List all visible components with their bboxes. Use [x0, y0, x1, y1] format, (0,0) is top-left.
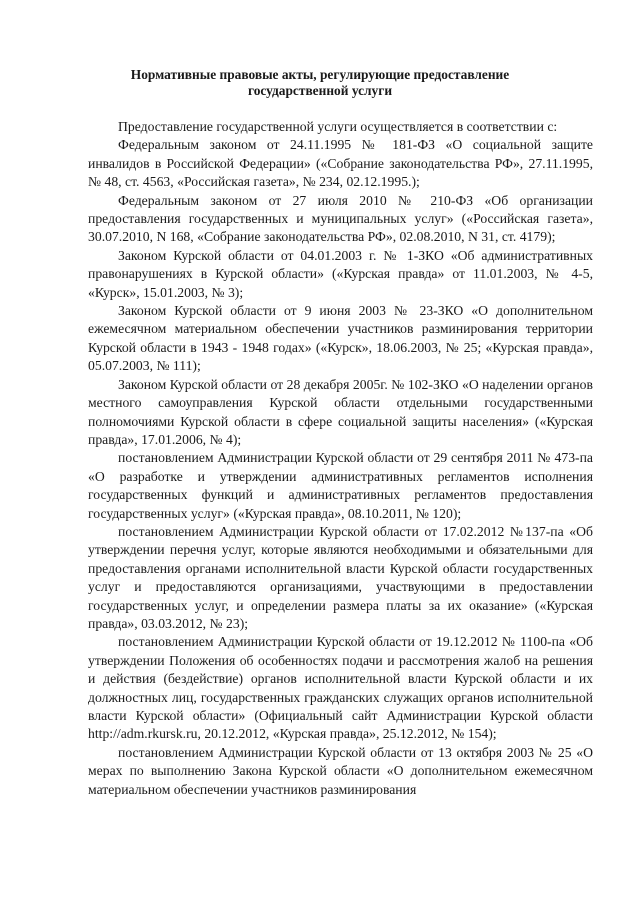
document-title — [0, 67, 640, 99]
title-line-2: государственной услуги — [247, 83, 393, 98]
paragraph-decree-137: постановлением Администрации Курской области от 17.02.2012 №137-па «Об утверждении перечня услуг, которые являются необходимыми и обязательными для предоставления органами исполнительной власти Курской области государственных услуг и предоставляются организациями, участвующими в предоставлении государственных услуг, и определении размера платы за их оказание» («Курская правда», 03.03.2012, № 23); — [88, 523, 593, 631]
paragraph-decree-1100: постановлением Администрации Курской области от 19.12.2012 № 1100-па «Об утверждении Положения об особенностях подачи и рассмотрения жалоб на решения и действия (бездействие) органов исполнительной власти Курской области и их должностных лиц, государственных гражданских служащих органов исполнительной власти Курской области» (Официальный сайт Администрации Курской области http://adm.rkursk.ru, 20.12.2012, «Курская правда», 25.12.2012, № 154); — [88, 634, 593, 742]
paragraph-law-181: Федеральным законом от 24.11.1995 № 181-ФЗ «О социальной защите инвалидов в Российской Федерации» («Собрание законодательства РФ», 27.11.1995, № 48, ст. 4563, «Российская газета», № 234, 02.12.1995.); — [88, 137, 593, 190]
document-body — [88, 118, 593, 799]
paragraph-decree-25: постановлением Администрации Курской области от 13 октября 2003 № 25 «О мерах по выполнению Закона Курской области «О дополнительном ежемесячном материальном обеспечении участников разминирования — [88, 744, 593, 797]
paragraph-law-102zko: Законом Курской области от 28 декабря 2005г. № 102-ЗКО «О наделении органов местного самоуправления Курской области отдельными государственными полномочиями Курской области в сфере социальной защиты населения» («Курская правда», 17.01.2006, № 4); — [88, 376, 593, 447]
paragraph-law-210: Федеральным законом от 27 июля 2010 № 210-ФЗ «Об организации предоставления государственных и муниципальных услуг» («Российская газета», 30.07.2010, N 168, «Собрание законодательства РФ», 02.08.2010, N 31, ст. 4179); — [88, 192, 593, 245]
paragraph-law-1zko: Законом Курской области от 04.01.2003 г. № 1-ЗКО «Об административных правонарушениях в Курской области» («Курская правда» от 11.01.2003, № 4-5, «Курск», 15.01.2003, № 3); — [88, 247, 593, 300]
paragraph-decree-473: постановлением Администрации Курской области от 29 сентября 2011 № 473-па «О разработке и утверждении административных регламентов исполнения государственных функций и административных регламентов предоставления государственных услуг» («Курская правда», 08.10.2011, № 120); — [88, 450, 593, 521]
paragraph-law-23zko: Законом Курской области от 9 июня 2003 № 23-ЗКО «О дополнительном ежемесячном материальном обеспечении участников разминирования территории Курской области в 1943 - 1948 годах» («Курск», 18.06.2003, № 25; «Курская правда», 05.07.2003, № 111); — [88, 303, 593, 374]
paragraph-intro: Предоставление государственной услуги осуществляется в соответствии с: — [118, 119, 558, 134]
title-line-1: Нормативные правовые акты, регулирующие предоставление — [130, 67, 510, 82]
